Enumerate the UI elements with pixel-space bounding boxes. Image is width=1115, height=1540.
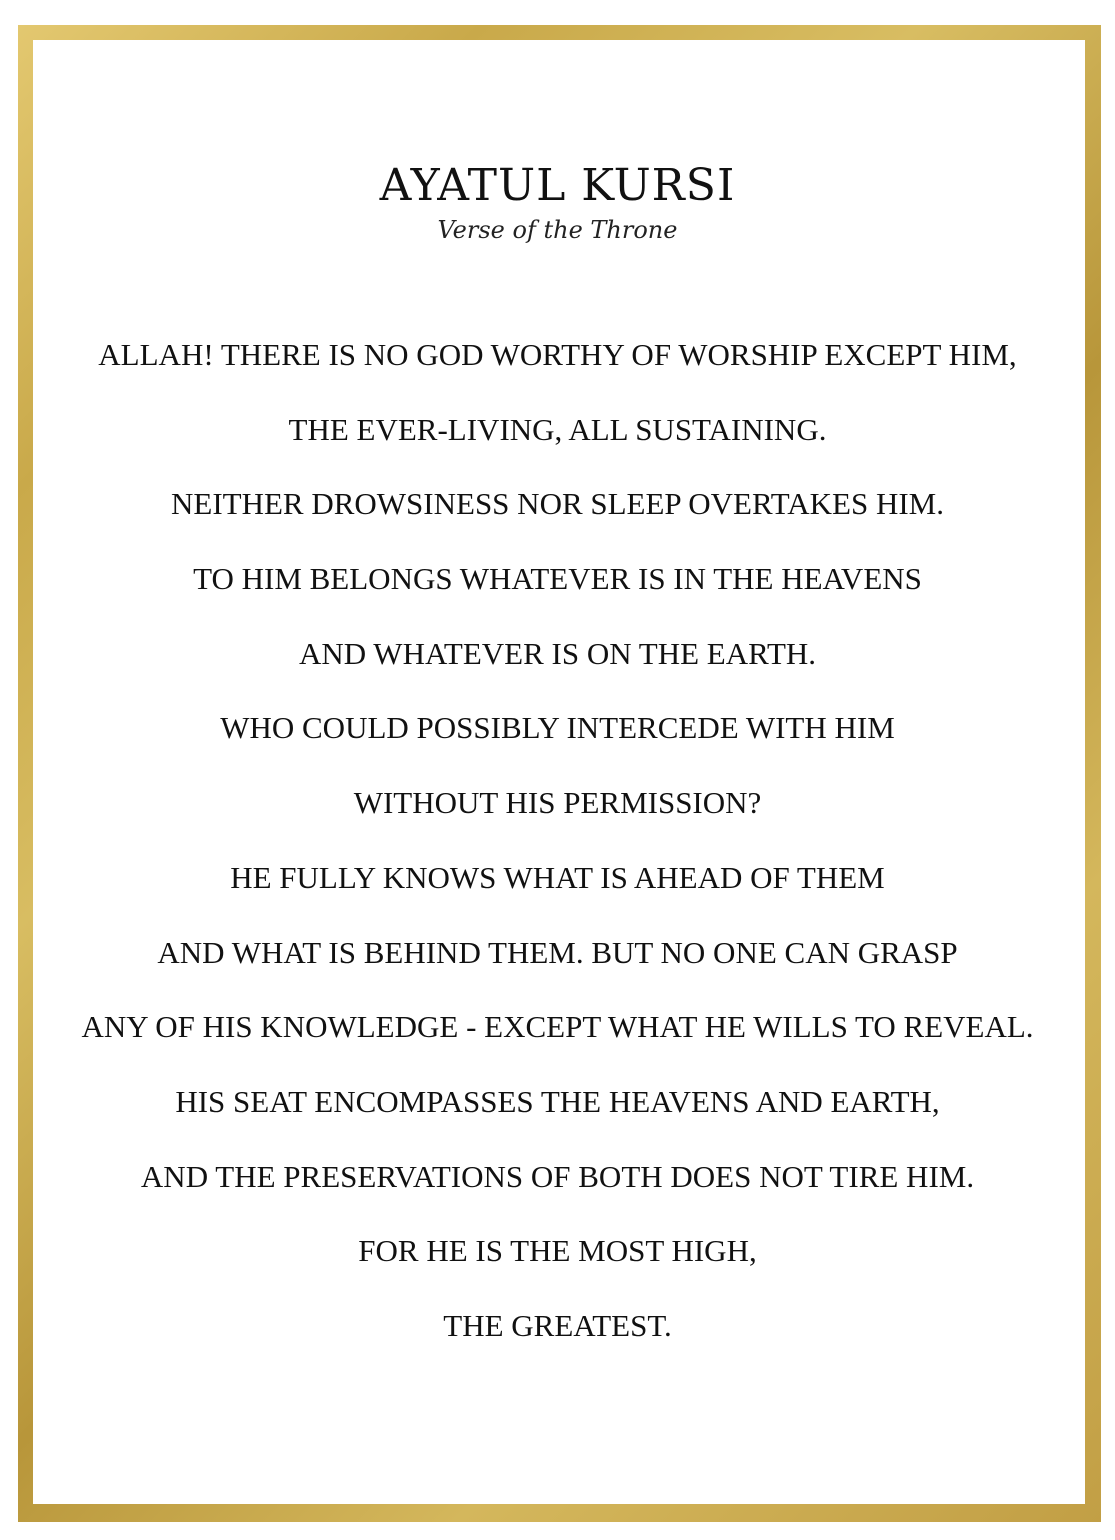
page-subtitle: Verse of the Throne [437,216,678,244]
verse-line: THE GREATEST. [443,1307,672,1343]
verse-line: ANY OF HIS KNOWLEDGE - EXCEPT WHAT HE WILLS TO REVEAL. [81,1009,1034,1045]
verse-line: AND WHATEVER IS ON THE EARTH. [298,635,817,671]
verse-line: AND THE PRESERVATIONS OF BOTH DOES NOT TIRE HIM. [140,1158,975,1194]
verse-line: AND WHAT IS BEHIND THEM. BUT NO ONE CAN GRASP [157,934,958,970]
page-title: AYATUL KURSI [379,160,736,211]
verse-text [0,326,1115,1372]
verse-line: WHO COULD POSSIBLY INTERCEDE WITH HIM [220,710,895,746]
verse-line: WITHOUT HIS PERMISSION? [353,785,762,821]
verse-line: HE FULLY KNOWS WHAT IS AHEAD OF THEM [230,859,885,895]
verse-line: TO HIM BELONGS WHATEVER IS IN THE HEAVENS [193,561,922,597]
verse-line: FOR HE IS THE MOST HIGH, [358,1233,757,1269]
verse-line: NEITHER DROWSINESS NOR SLEEP OVERTAKES HIM. [171,486,944,522]
verse-line: THE EVER-LIVING, ALL SUSTAINING. [288,411,827,447]
verse-line: ALLAH! THERE IS NO GOD WORTHY OF WORSHIP EXCEPT HIM, [98,337,1017,372]
verse-line: HIS SEAT ENCOMPASSES THE HEAVENS AND EARTH, [175,1083,940,1119]
